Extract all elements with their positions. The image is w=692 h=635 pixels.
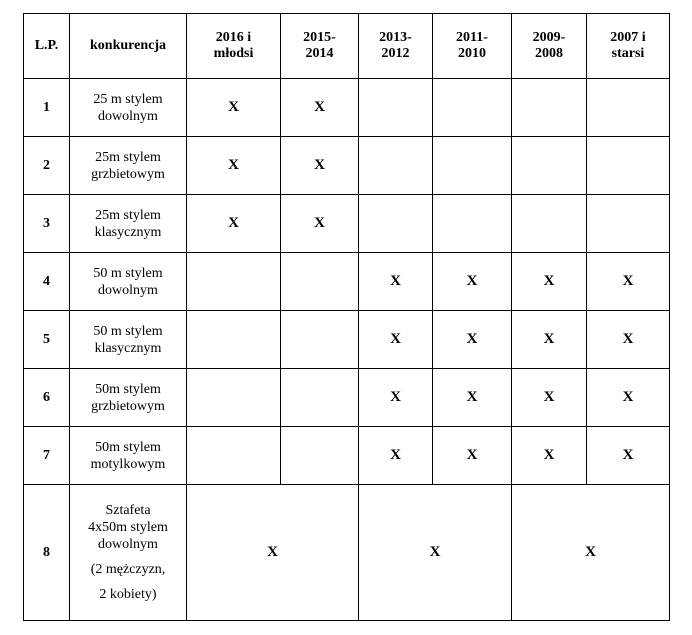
row-number: 8 xyxy=(24,485,70,621)
eligibility-cell: X xyxy=(433,369,512,427)
row-number: 3 xyxy=(24,195,70,253)
competition-name-line1: 50 m stylem xyxy=(93,265,163,281)
eligibility-cell: X xyxy=(187,195,281,253)
competition-name xyxy=(70,311,187,369)
competition-name-line2: grzbietowym xyxy=(91,166,165,182)
row-number: 5 xyxy=(24,311,70,369)
competition-name-line2: klasycznym xyxy=(94,340,162,356)
eligibility-cell xyxy=(433,195,512,253)
competition-name-line2: 4x50m stylem xyxy=(88,520,168,535)
eligibility-cell: X xyxy=(359,485,512,621)
eligibility-cell xyxy=(587,195,670,253)
header-year-line2: 2014 xyxy=(305,46,334,61)
header-year-group xyxy=(187,14,281,79)
header-competition: konkurencja xyxy=(70,14,187,79)
eligibility-cell: X xyxy=(281,79,359,137)
competition-table xyxy=(23,13,670,621)
header-year-group xyxy=(587,14,670,79)
eligibility-cell xyxy=(359,79,433,137)
header-year-line1: 2011- xyxy=(456,30,488,45)
header-year-line1: 2016 i xyxy=(215,30,252,45)
eligibility-cell xyxy=(281,369,359,427)
row-number: 2 xyxy=(24,137,70,195)
eligibility-cell xyxy=(359,137,433,195)
table-body xyxy=(24,79,670,621)
competition-name-line2: grzbietowym xyxy=(91,398,165,414)
eligibility-cell xyxy=(187,253,281,311)
competition-name xyxy=(70,195,187,253)
eligibility-cell: X xyxy=(359,427,433,485)
table-row xyxy=(24,485,670,621)
table-row xyxy=(24,369,670,427)
header-year-line1: 2015- xyxy=(303,30,336,45)
header-lp: L.P. xyxy=(24,14,70,79)
eligibility-cell xyxy=(281,427,359,485)
eligibility-cell: X xyxy=(359,311,433,369)
eligibility-cell xyxy=(587,79,670,137)
eligibility-cell xyxy=(187,369,281,427)
table-row xyxy=(24,195,670,253)
header-year-group xyxy=(512,14,587,79)
competition-name xyxy=(70,369,187,427)
header-year-line1: 2013- xyxy=(379,30,412,45)
table-row xyxy=(24,311,670,369)
eligibility-cell xyxy=(512,195,587,253)
header-year-line2: starsi xyxy=(611,46,645,61)
eligibility-cell: X xyxy=(587,427,670,485)
competition-name-line4: (2 mężczyzn, xyxy=(90,562,166,577)
eligibility-cell: X xyxy=(512,427,587,485)
header-row xyxy=(24,14,670,79)
header-year-line2: 2012 xyxy=(381,46,410,61)
eligibility-cell: X xyxy=(281,195,359,253)
header-year-line2: 2010 xyxy=(458,46,486,61)
header-year-group xyxy=(433,14,512,79)
eligibility-cell xyxy=(512,79,587,137)
table-row xyxy=(24,253,670,311)
header-year-line1: 2009- xyxy=(532,30,566,45)
eligibility-cell: X xyxy=(187,137,281,195)
header-year-line1: 2007 i xyxy=(610,30,646,45)
competition-name-line1: 25m stylem xyxy=(95,149,161,165)
row-number: 1 xyxy=(24,79,70,137)
header-year-group xyxy=(359,14,433,79)
competition-name-line3: dowolnym xyxy=(98,537,158,552)
eligibility-cell: X xyxy=(359,253,433,311)
competition-name xyxy=(70,427,187,485)
eligibility-cell: X xyxy=(281,137,359,195)
competition-name-line2: motylkowym xyxy=(90,456,166,472)
eligibility-cell: X xyxy=(359,369,433,427)
eligibility-cell: X xyxy=(587,369,670,427)
competition-name-line2: klasycznym xyxy=(94,224,162,240)
competition-name xyxy=(70,485,187,621)
eligibility-cell xyxy=(281,311,359,369)
spacer xyxy=(74,553,182,561)
competition-name-line2: dowolnym xyxy=(98,282,158,298)
competition-name-line2: dowolnym xyxy=(98,108,158,124)
competition-name-line1: 50 m stylem xyxy=(93,323,163,339)
competition-name xyxy=(70,137,187,195)
competition-name-line1: Sztafeta xyxy=(105,503,151,518)
eligibility-cell xyxy=(187,427,281,485)
eligibility-cell: X xyxy=(512,311,587,369)
table-row xyxy=(24,427,670,485)
eligibility-cell: X xyxy=(512,485,670,621)
eligibility-cell xyxy=(433,137,512,195)
eligibility-cell xyxy=(512,137,587,195)
table-row xyxy=(24,79,670,137)
eligibility-cell xyxy=(281,253,359,311)
eligibility-cell: X xyxy=(587,311,670,369)
eligibility-cell: X xyxy=(433,253,512,311)
table-row xyxy=(24,137,670,195)
eligibility-cell: X xyxy=(187,485,359,621)
competition-name-line1: 25m stylem xyxy=(95,207,161,223)
eligibility-cell xyxy=(187,311,281,369)
competition-name xyxy=(70,79,187,137)
eligibility-cell: X xyxy=(512,369,587,427)
eligibility-cell: X xyxy=(587,253,670,311)
row-number: 4 xyxy=(24,253,70,311)
competition-name-line5: 2 kobiety) xyxy=(99,587,157,602)
header-year-line2: młodsi xyxy=(213,46,254,61)
row-number: 6 xyxy=(24,369,70,427)
competition-name xyxy=(70,253,187,311)
eligibility-cell xyxy=(587,137,670,195)
competition-name-line1: 50m stylem xyxy=(95,439,161,455)
eligibility-cell: X xyxy=(512,253,587,311)
spacer xyxy=(74,578,182,586)
eligibility-cell xyxy=(359,195,433,253)
eligibility-cell: X xyxy=(433,311,512,369)
competition-name-line1: 25 m stylem xyxy=(93,91,163,107)
competition-name-line1: 50m stylem xyxy=(95,381,161,397)
eligibility-cell xyxy=(433,79,512,137)
eligibility-cell: X xyxy=(187,79,281,137)
header-year-line2: 2008 xyxy=(535,46,563,61)
header-year-group xyxy=(281,14,359,79)
row-number: 7 xyxy=(24,427,70,485)
eligibility-cell: X xyxy=(433,427,512,485)
